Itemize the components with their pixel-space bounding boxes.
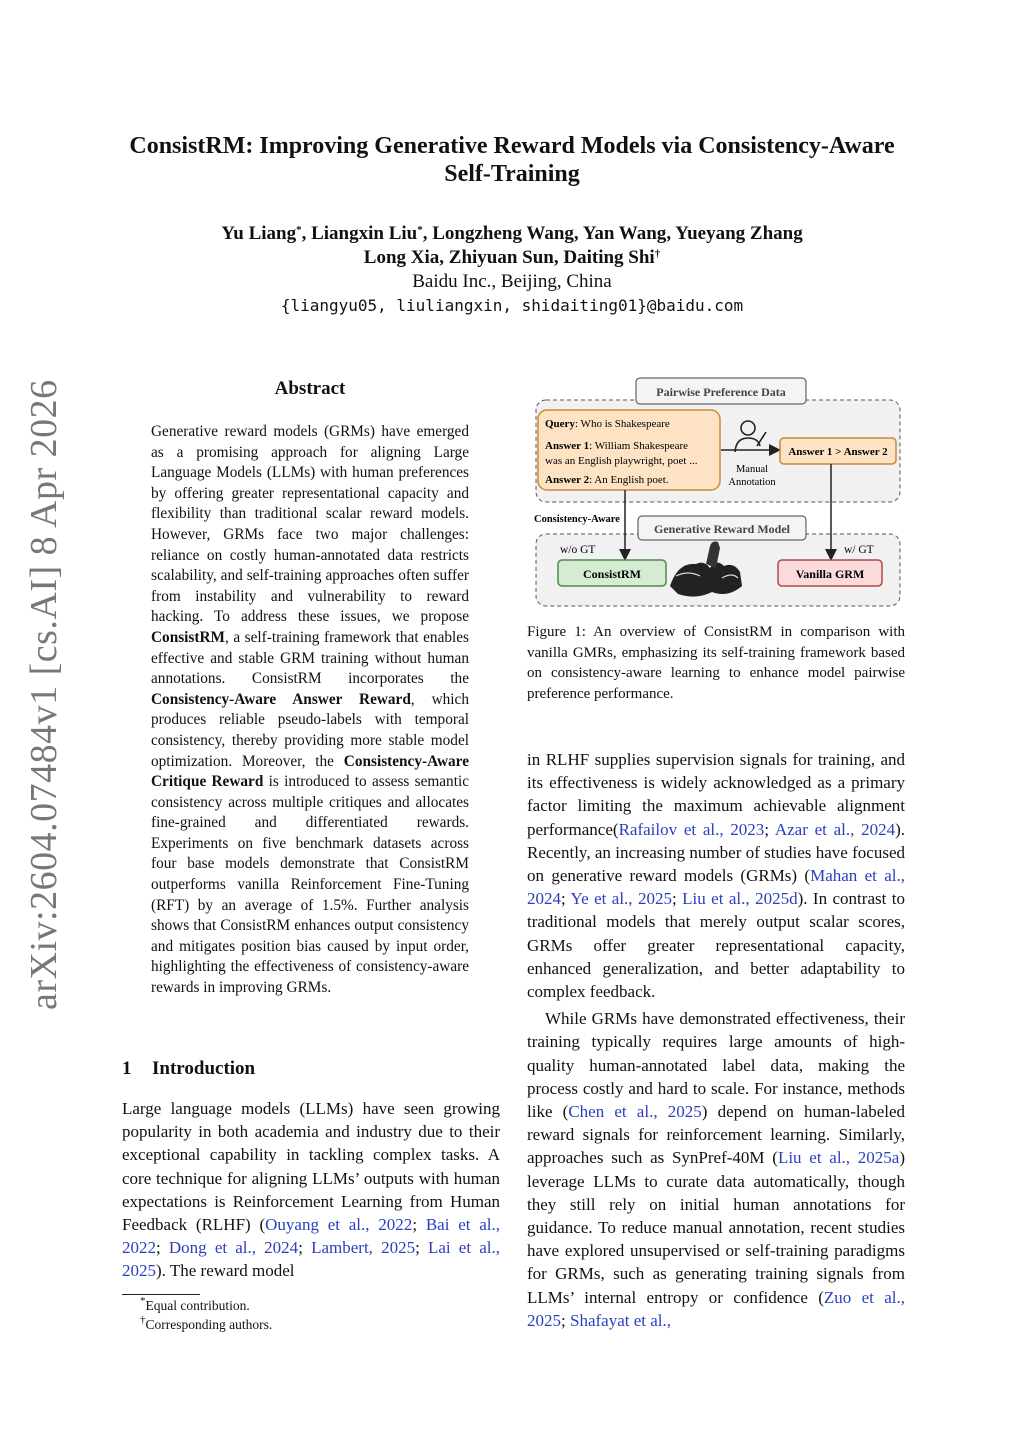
citation-link[interactable]: Chen et al., 2025 (568, 1102, 702, 1122)
with-gt-label: w/ GT (844, 544, 874, 556)
paragraph: in RLHF supplies supervision signals for training, and its effectiveness is widely acknowledged as a primary factor limiting the maximum achievable alignment performance(Rafailov et al., 2023; Azar et al., 2024). Recently, an increasing number of studies have focused on generative reward models (GRMs) (Mahan et al., 2024; Ye et al., 2025; Liu et al., 2025d). In contrast to traditional models that merely output scalar scores, GRMs offer greater representational capacity, enhanced generalization, and better adaptability to complex feedback. (527, 750, 906, 1002)
author-name: Yan Wang (582, 223, 667, 244)
author-line-1: Yu Liang*, Liangxin Liu*, Longzheng Wang, Yan Wang, Yueyang Zhang (221, 223, 803, 244)
section-heading-introduction (122, 1058, 502, 1080)
author-name: Yu Liang (221, 223, 297, 244)
answer2-line (545, 474, 669, 486)
author-name: Yueyang Zhang (675, 223, 803, 244)
citation-link[interactable]: Lambert, 2025 (311, 1238, 416, 1258)
text-segment: in RLHF supplies supervision signals for training, and its effectiveness is widely acknowledged as a primary factor limiting the maximum achievable alignment performance( (527, 750, 905, 839)
preference-result-label: Answer 1 > Answer 2 (788, 446, 888, 458)
intro-segment: ). The reward model (156, 1261, 295, 1281)
section-number: 1 (122, 1058, 132, 1079)
arxiv-identifier: arXiv:2604.07484v1 [cs.AI] 8 Apr 2026 (23, 379, 65, 1010)
footnote-divider (122, 1294, 200, 1295)
answer1-continuation: was an English playwright, poet ... (545, 455, 698, 467)
citation-link[interactable]: Ouyang et al., 2022 (265, 1215, 413, 1235)
title-line-1: ConsistRM: Improving Generative Reward Models via Consistency-Aware (129, 133, 895, 159)
footnote-text: Corresponding authors. (145, 1317, 273, 1332)
figure-1-diagram (528, 372, 908, 612)
author-block (100, 222, 924, 318)
corresponding-author-mark: † (654, 248, 661, 260)
text-segment: While GRMs have demonstrated effectiveness, their training typically requires large amounts of high-quality human-annotated label data, making the process costly and hard to scale. For instance, methods like ( (527, 1009, 905, 1122)
footnote-corresponding (140, 1316, 272, 1334)
footnote-mark: † (140, 1314, 146, 1326)
consistrm-label: ConsistRM (582, 567, 642, 581)
citation-link[interactable]: Mahan et al., 2024 (527, 866, 906, 909)
author-name: Liangxin Liu (311, 223, 418, 244)
abstract-heading: Abstract (274, 378, 346, 399)
consistency-aware-label: Consistency-Aware (534, 514, 620, 525)
equal-contribution-mark: * (417, 224, 423, 236)
text-segment: ). In contrast to traditional models that merely output scalar scores, GRMs offer greater representational capacity, enhanced generalization, and better adaptability to complex feedback. (527, 889, 905, 1002)
manual-annotation-line2: Annotation (728, 477, 776, 488)
query-line (545, 418, 670, 430)
right-column-text (527, 748, 905, 1336)
citation-link[interactable]: Shafayat et al., (569, 1310, 671, 1330)
text-segment: ). Recently, an increasing number of studies have focused on generative reward models (GRMs) ( (527, 819, 905, 886)
author-name: Zhiyuan Sun (448, 247, 554, 268)
citation-link[interactable]: Bai et al., 2022 (122, 1215, 500, 1258)
generative-reward-model-label: Generative Reward Model (654, 522, 790, 536)
citation-link[interactable]: Lai et al., 2025 (122, 1238, 500, 1281)
footnote-mark: * (140, 1295, 146, 1307)
intro-segment: Large language models (LLMs) have seen growing popularity in both academia and industry due to their exceptional capability in tackling complex tasks. A core technique for aligning LLMs’ outputs with human expectations is Reinforcement Learning from Human Feedback (RLHF) ( (122, 1099, 500, 1235)
manual-annotation-line1: Manual (735, 464, 769, 475)
abstract-bold-answer-reward: Consistency-Aware Answer Reward (151, 690, 411, 708)
abstract-segment: is introduced to assess semantic consistency across multiple critiques and allocates fine-grained and differentiated rewards. Experiments on five benchmark datasets across four base models demonstrate that ConsistRM outperforms vanilla Reinforcement Fine-Tuning (RFT) by an average of 1.5%. Further analysis shows that ConsistRM enhances output consistency and mitigates position bias caused by input order, highlighting the effectiveness of consistency-aware rewards in improving GRMs. (151, 773, 469, 997)
abstract-bold-consistrm: ConsistRM (151, 628, 225, 646)
citation-link[interactable]: Rafailov et al., 2023 (618, 819, 765, 839)
author-line-2: Long Xia, Zhiyuan Sun, Daiting Shi† (363, 247, 661, 268)
affiliation: Baidu Inc., Beijing, China (412, 271, 612, 292)
introduction-paragraph: Large language models (LLMs) have seen growing popularity in both academia and industry due to their exceptional capability in tackling complex tasks. A core technique for aligning LLMs’ outputs with human expectations is Reinforcement Learning from Human Feedback (RLHF) (Ouyang et al., 2022; Bai et al., 2022; Dong et al., 2024; Lambert, 2025; Lai et al., 2025). The reward model (122, 1099, 500, 1281)
author-name: Longzheng Wang (432, 223, 574, 244)
citation-link[interactable]: Azar et al., 2024 (774, 819, 896, 839)
without-gt-label: w/o GT (560, 544, 596, 556)
citation-link[interactable]: Liu et al., 2025a (777, 1148, 900, 1168)
abstract-bold-critique-reward: Consistency-Aware Critique Reward (151, 752, 469, 791)
abstract-segment: Generative reward models (GRMs) have emerged as a promising approach for aligning Large Language Models (LLMs) with human preferences by offering greater representational capacity and flexibility than traditional scalar reward models. However, GRMs face two major challenges: reliance on costly human-annotated data restricts scalability, and self-training approaches often suffer from instability and vulnerability to reward hacking. To address these issues, we propose (151, 423, 469, 626)
answer1-line (545, 440, 688, 452)
equal-contribution-mark: * (296, 224, 302, 236)
paper-title (80, 132, 944, 188)
query-text: : Who is Shakespeare (574, 418, 670, 430)
answer1-label: Answer 1 (545, 440, 590, 452)
abstract-text (151, 422, 469, 999)
text-segment: ) leverage LLMs to curate data automatically, though they still rely on initial human annotations for guidance. To reduce manual annotation, recent studies have explored unsupervised or self-training paradigms for GRMs, such as generating training signals from LLMs’ internal entropy or confidence ( (527, 1148, 905, 1307)
answer1-text: : William Shakespeare (589, 440, 689, 452)
section-title: Introduction (152, 1058, 256, 1079)
abstract-segment: , a self-training framework that enables effective and stable GRM training without human annotations. ConsistRM incorporates the (151, 628, 469, 688)
answer2-text: : An English poet. (589, 474, 669, 486)
author-name: Long Xia (363, 247, 440, 268)
query-label: Query (545, 418, 575, 430)
citation-link[interactable]: Ye et al., 2025 (570, 889, 672, 909)
figure-1-caption: Figure 1: An overview of ConsistRM in comparison with vanilla GMRs, emphasizing its self-training framework based on consistency-aware learning to enhance model pairwise preference performance. (527, 624, 905, 702)
vanilla-grm-label: Vanilla GRM (795, 567, 865, 581)
pairwise-preference-label: Pairwise Preference Data (656, 385, 786, 399)
title-line-2: Self-Training (444, 161, 580, 187)
citation-link[interactable]: Liu et al., 2025d (682, 889, 798, 909)
author-emails: {liangyu05, liuliangxin, shidaiting01}@baidu.com (280, 296, 744, 315)
author-name: Daiting Shi (563, 247, 655, 268)
paragraph: While GRMs have demonstrated effectiveness, their training typically requires large amounts of high-quality human-annotated label data, making the process costly and hard to scale. For instance, methods like (Chen et al., 2025) depend on human-labeled reward signals for reinforcement learning. Similarly, approaches such as SynPref-40M (Liu et al., 2025a) leverage LLMs to curate data automatically, though they still rely on initial human annotations for guidance. To reduce manual annotation, recent studies have explored unsupervised or self-training paradigms for GRMs, such as generating training signals from LLMs’ internal entropy or confidence (Zuo et al., 2025; Shafayat et al., (527, 1009, 906, 1330)
footnote-text: Equal contribution. (145, 1298, 250, 1313)
abstract-segment: , which produces reliable pseudo-labels with temporal consistency, thereby providing more stable model optimization. Moreover, the (151, 690, 469, 770)
answer2-label: Answer 2 (545, 474, 590, 486)
footnote-equal-contribution (140, 1297, 250, 1315)
text-segment: ) depend on human-labeled reward signals for reinforcement learning. Similarly, approaches such as SynPref-40M ( (527, 1102, 906, 1168)
citation-link[interactable]: Zuo et al., 2025 (527, 1287, 906, 1330)
citation-link[interactable]: Dong et al., 2024 (168, 1238, 299, 1258)
